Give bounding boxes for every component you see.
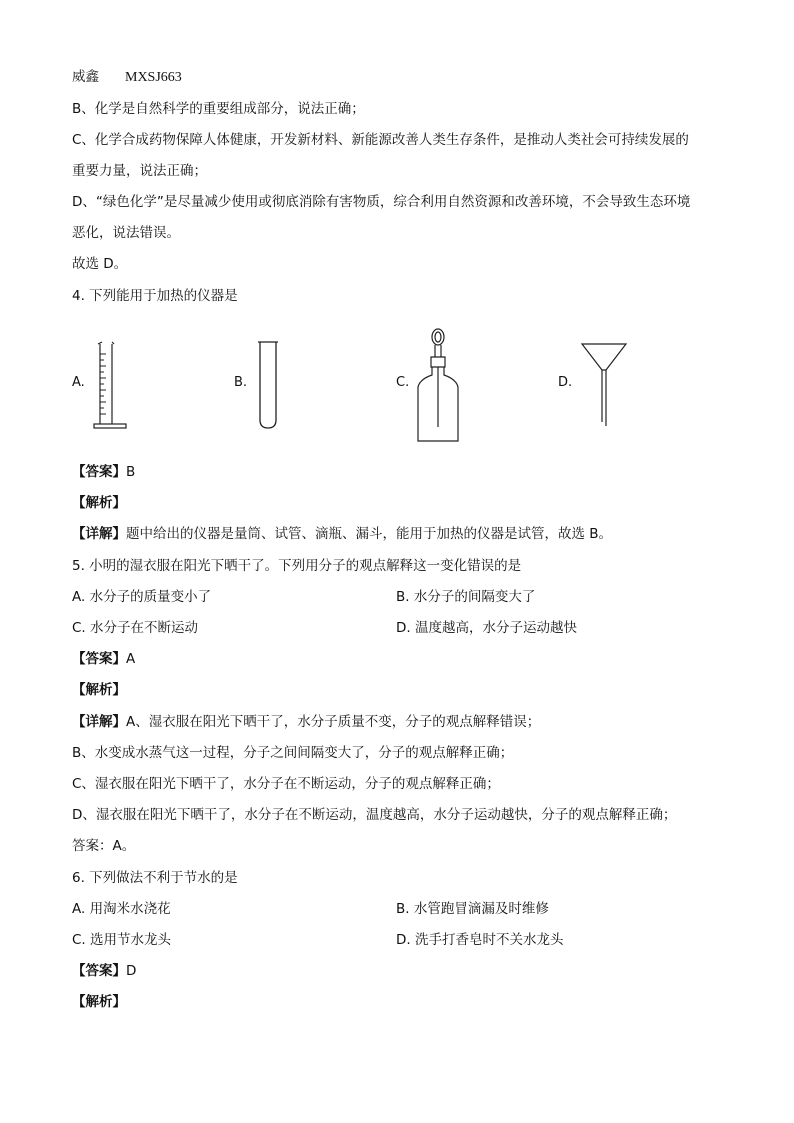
q4-detail-text: 题中给出的仪器是量筒、试管、滴瓶、漏斗，能用于加热的仪器是试管，故选 B。 — [126, 526, 613, 542]
q5-detail-d: D、湿衣服在阳光下晒干了，水分子在不断运动，温度越高，水分子运动越快，分子的观点解释正确； — [72, 807, 677, 823]
q4-option-b-label: B. — [234, 375, 248, 390]
q6-option-a: A. 用淘米水浇花 — [72, 901, 171, 917]
q3-option-c-explanation-line1: C、化学合成药物保障人体健康，开发新材料、新能源改善人类生存条件，是推动人类社会可持续发展的 — [72, 132, 689, 148]
q5-answer — [72, 650, 135, 668]
header-name: 威鑫 — [72, 69, 99, 85]
q6-option-d: D. 洗手打香皂时不关水龙头 — [396, 932, 564, 948]
q3-conclusion: 故选 D。 — [72, 256, 128, 272]
q5-analysis — [72, 681, 126, 699]
q3-option-b-explanation: B、化学是自然科学的重要组成部分，说法正确； — [72, 101, 365, 117]
q4-detail-tag: 【详解】 — [72, 526, 126, 542]
q4-option-d-label: D. — [558, 375, 573, 390]
q5-option-d: D. 温度越高，水分子运动越快 — [396, 620, 577, 636]
q6-answer-tag: 【答案】 — [72, 963, 126, 979]
header-code: MXSJ663 — [125, 70, 182, 85]
q4-answer — [72, 463, 135, 481]
q5-detail-a — [72, 713, 540, 731]
q4-detail — [72, 525, 612, 543]
test-tube-icon — [256, 340, 280, 432]
q6-option-c: C. 选用节水龙头 — [72, 932, 172, 948]
q3-option-d-explanation-line1: D、“绿色化学”是尽量减少使用或彻底消除有害物质，综合利用自然资源和改善环境，不会导致生态环境 — [72, 194, 691, 210]
q4-analysis-tag: 【解析】 — [72, 495, 126, 511]
q5-detail-c: C、湿衣服在阳光下晒干了，水分子在不断运动，分子的观点解释正确； — [72, 776, 500, 792]
funnel-icon — [580, 342, 630, 428]
q6-option-b: B. 水管跑冒滴漏及时维修 — [396, 901, 549, 917]
q4-option-c-label: C. — [396, 375, 410, 390]
q6-answer-value: D — [126, 963, 137, 979]
q5-stem: 5. 小明的湿衣服在阳光下晒干了。下列用分子的观点解释这一变化错误的是 — [72, 558, 522, 574]
q6-analysis-tag: 【解析】 — [72, 994, 126, 1010]
q5-detail-a-text: A、湿衣服在阳光下晒干了，水分子质量不变，分子的观点解释错误； — [126, 714, 541, 730]
q4-analysis — [72, 494, 126, 512]
q5-detail-b: B、水变成水蒸气这一过程，分子之间间隔变大了，分子的观点解释正确； — [72, 745, 514, 761]
q5-analysis-tag: 【解析】 — [72, 682, 126, 698]
q5-conclusion: 答案：A。 — [72, 838, 136, 854]
q3-option-d-explanation-line2: 恶化，说法错误。 — [72, 225, 180, 241]
q4-stem: 4. 下列能用于加热的仪器是 — [72, 288, 238, 304]
q3-option-c-explanation-line2: 重要力量，说法正确； — [72, 163, 207, 179]
q5-option-b: B. 水分子的间隔变大了 — [396, 589, 536, 605]
q4-answer-tag: 【答案】 — [72, 464, 126, 480]
q5-answer-tag: 【答案】 — [72, 651, 126, 667]
q4-option-a-label: A. — [72, 375, 85, 390]
dropper-bottle-icon — [414, 327, 462, 445]
q5-answer-value: A — [126, 651, 136, 667]
graduated-cylinder-icon — [92, 340, 132, 432]
q6-answer — [72, 962, 136, 980]
q5-option-c: C. 水分子在不断运动 — [72, 620, 199, 636]
page-header — [72, 68, 182, 87]
q6-stem: 6. 下列做法不利于节水的是 — [72, 870, 238, 886]
q6-analysis — [72, 993, 126, 1011]
q5-detail-tag: 【详解】 — [72, 714, 126, 730]
q4-answer-value: B — [126, 464, 136, 480]
q5-option-a: A. 水分子的质量变小了 — [72, 589, 212, 605]
